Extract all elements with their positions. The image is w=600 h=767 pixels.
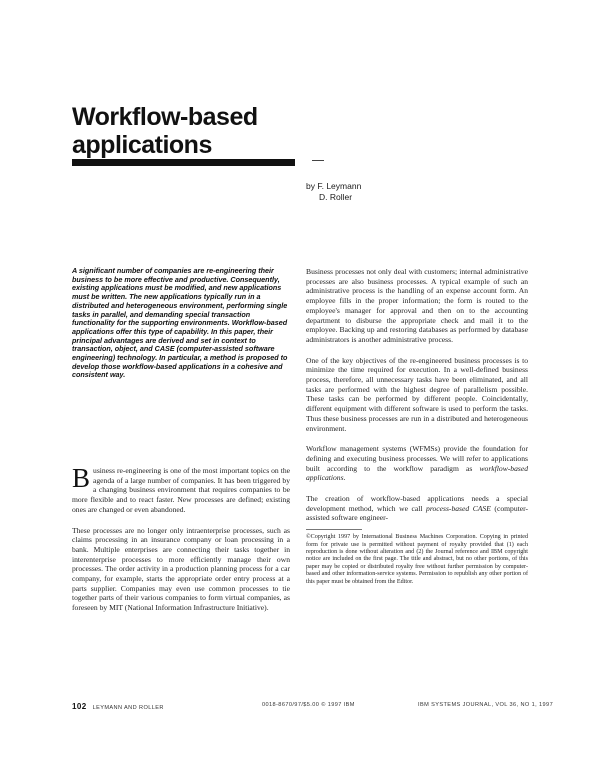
right-paragraph-3: Workflow management systems (WFMSs) provide the foundation for defining and executing business processes. We will refer to applications built according to the workflow paradigm as workflow-based applications. xyxy=(306,444,528,483)
intro-paragraph xyxy=(72,463,290,515)
workflow-term: workflow-based applications xyxy=(306,463,528,483)
title-line-1: Workflow-based xyxy=(72,103,258,131)
abstract: A significant number of companies are re-engineering their business to be more effective and productive. Consequently, existing applications must be modified, and new applications must be written. The new applications typically run in a distributed and heterogeneous environment, performing single tasks in parallel, and demanding special transaction functionality for the supporting environments. Workflow-based applications offer this type of capability. In this paper, their principal advantages are derived and set in context to transaction, object, and CASE (computer-assisted software engineering) technology. In particular, a method is proposed to develop those workflow-based applications in a cohesive and consistent way. xyxy=(72,266,288,380)
right-paragraph-4: The creation of workflow-based applications needs a special development method, which we call process-based CASE (computer-assisted software engineer- xyxy=(306,494,529,523)
article-title xyxy=(72,103,332,159)
short-dash xyxy=(312,160,324,161)
drop-cap: B xyxy=(72,463,91,493)
footer-left xyxy=(72,702,164,711)
footer-journal: IBM SYSTEMS JOURNAL, VOL 36, NO 1, 1997 xyxy=(418,702,554,708)
title-rule xyxy=(72,159,295,166)
intro-text: usiness re-engineering is one of the most important topics on the agenda of a large number of companies. It has been triggered by a changing business environment that requires companies to be more flexible and to react faster. New processes are defined; existing ones are changed or even abandoned. xyxy=(72,466,290,514)
byline-prefix: by xyxy=(306,181,315,191)
right-paragraph-1: Business processes not only deal with customers; internal administrative processes are also business processes. A typical example of such an administrative process is the handling of an expense account form. An employee fills in the proper information; the form is routed to the employee's manager for approval and then on to the accounting department to disburse the appropriate check and mail it to the employee. Backing up and restoring databases as performed by database administrators is another administrative process. xyxy=(306,267,528,344)
author-1: F. Leymann xyxy=(317,181,362,191)
page-number: 102 xyxy=(72,702,87,711)
right-column xyxy=(306,267,528,586)
left-paragraph-2: These processes are no longer only intraenterprise processes, such as claims processing in an insurance company or loan processing in a bank. Multiple enterprises are connecting their tasks together in interenterprise processes to more efficiently manage their own processes. The order activity in a production planning process for a car company, for example, starts the appropriate order entry process at a parts supplier. Companies may even use common processes to tie together parts of their various companies to form virtual companies, as foreseen by MIT (National Information Infrastructure Initiative). xyxy=(72,525,290,613)
left-column xyxy=(72,463,290,624)
process-case-term: process-based CASE xyxy=(426,503,491,513)
footer-authors: LEYMANN AND ROLLER xyxy=(92,705,164,711)
copyright-footnote: ©Copyright 1997 by International Business Machines Corporation. Copying in printed form for private use is permitted without payment of royalty provided that (1) each reproduction is done without alteration and (2) the Journal reference and IBM copyright notice are included on the first page. The title and abstract, but no other portions, of this paper may be copied or distributed royalty free without further permission by computer-based and other information-service systems. Permission to republish any other portion of this paper must be obtained from the Editor. xyxy=(306,534,528,585)
author-2: D. Roller xyxy=(319,192,353,202)
footer-code: 0018-8670/97/$5.00 © 1997 IBM xyxy=(262,702,355,708)
author-byline xyxy=(306,181,361,203)
title-line-2: applications xyxy=(72,131,212,159)
footnote-rule xyxy=(306,529,362,530)
right-paragraph-2: One of the key objectives of the re-engineered business processes is to minimize the time required for execution. In a well-defined business process, therefore, all unnecessary tasks have been eliminated, and all tasks are performed with the highest degree of parallelism possible. These tasks can be performed by different people. Coincidentally, different equipment with different software is used to perform the tasks. Thus these business processes are run in a distributed and heterogeneous environment. xyxy=(306,355,528,433)
